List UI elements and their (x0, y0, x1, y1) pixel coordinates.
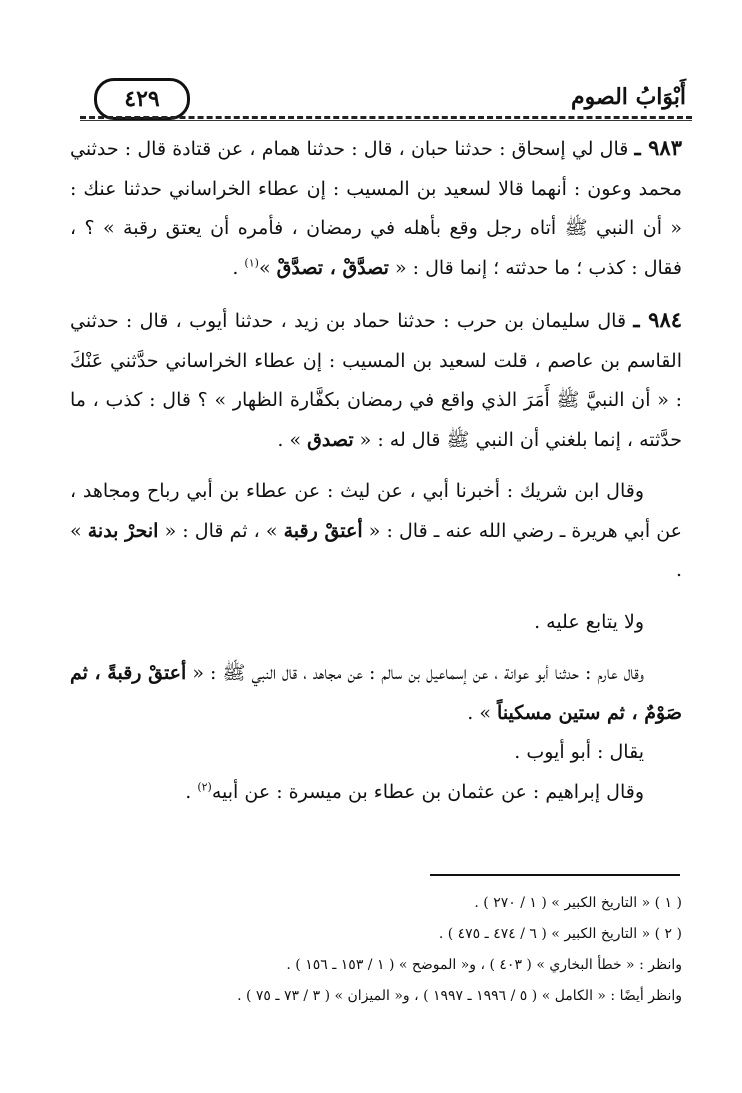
narration-text: وقال عارم : حدثنا أبو عوانة ، عن إسماعيل بن سالم : عن مجاهد ، قال النبي ﷺ : « (192, 662, 644, 684)
quote-close: » . (277, 428, 302, 451)
hadith-text: قال : حدثني محمد وعون : أنهما قالا لسعيد بن المسيب : إن عطاء الخراساني حدثنا عنك : « أن النبي ﷺ أتاه رجل وقع بأهله في رمضان ، فأمره أن يعتق رقبة » ؟ ، فقال : كذب ؛ ما حدثته ؛ إنما قال : « (70, 138, 682, 279)
narration-text: وقال إبراهيم : عن عثمان بن عطاء بن ميسرة : عن أبيه (211, 780, 644, 803)
paragraph-ibn-sharik (70, 472, 682, 591)
footnote-1: ( ١ ) « التاريخ الكبير » ( ١ / ٢٧٠ ) . (474, 895, 682, 911)
note-text: يقال : أبو أيوب . (514, 741, 644, 763)
paragraph-abu-ayyub (70, 733, 682, 773)
bold-quote: أعتقْ رقبة (283, 519, 363, 542)
narration-text-mid: » ، ثم قال : « (164, 519, 278, 542)
footnote-see: وانظر : « خطأ البخاري » ( ٤٠٣ ) ، و« الموضح » ( ١ / ١٥٣ ـ ١٥٦ ) . (286, 957, 682, 973)
footnote-ref-2[interactable]: (٢) (197, 780, 212, 794)
footnote-ref-1[interactable]: (١) (244, 256, 259, 270)
footnote-2: ( ٢ ) « التاريخ الكبير » ( ٦ / ٤٧٤ ـ ٤٧٥ ) . (438, 926, 682, 942)
hadith-983: ٩٨٣ ـ قال لي إسحاق : حدثنا حبان ، قال : حدثنا همام ، عن قتادة قال : حدثني محمد وعون : أنهما قالا لسعيد بن المسيب : إن عطاء الخراساني حدثنا عنك : « أن النبي ﷺ أتاه رجل وقع بأهله في رمضان ، فأمره أن يعتق رقبة » ؟ ، فقال : كذب ؛ ما حدثته ؛ إنما قال : « تصدَّقْ ، تصدَّقْ »$^{(١)}$ . (70, 135, 682, 279)
bold-quote: انحرْ بدنة (87, 519, 159, 542)
footnote-see-also: وانظر أيضًا : « الكامل » ( ٥ / ١٩٩٦ ـ ١٩٩٧ ) ، و« الميزان » ( ٣ / ٧٣ ـ ٧٥ ) . (237, 988, 682, 1004)
hadith-number: ٩٨٤ ـ (633, 307, 683, 332)
note-text: ولا يتابع عليه . (534, 610, 644, 633)
main-text (70, 128, 682, 812)
footnotes (120, 888, 682, 1012)
period: . (185, 780, 192, 803)
bold-quote: تصدَّقْ ، تصدَّقْ (276, 256, 389, 279)
hadith-number: ٩٨٣ ـ (634, 135, 682, 160)
header-rule (80, 116, 692, 119)
chapter-title: أَبْوَابُ الصوم (571, 84, 686, 110)
paragraph-arim (70, 654, 682, 733)
paragraph-ibrahim (70, 773, 682, 813)
bold-quote: تصدق (307, 428, 354, 451)
bold-quote: أعتقْ رقبةً ، ثم صَوْمٌ ، ثم ستين مسكيناً (70, 662, 682, 724)
running-header (80, 70, 692, 122)
isnad-line: قال لي إسحاق : حدثنا حبان ، قال : حدثنا همام ، عن قتادة (172, 138, 629, 160)
header-rule-thin (80, 120, 692, 121)
hadith-text: قال : حدثني القاسم بن عاصم ، قلت لسعيد بن المسيب : إن عطاء الخراساني حدَّثني عَنْكَ : « أن النبيَّ ﷺ أَمَرَ الذي واقع في رمضان بكفَّارة الظهار » ؟ قال : كذب ، ما حدَّثته ، إنما بلغني أن النبي ﷺ قال له : « (70, 310, 682, 451)
hadith-984 (70, 300, 682, 460)
paragraph-note (70, 603, 682, 643)
page-number: ٤٢٩ (94, 78, 190, 120)
footnote-separator (430, 874, 680, 876)
quote-close: » (258, 256, 271, 279)
quote-close: » . (70, 519, 682, 581)
narration-text: وقال ابن شريك : أخبرنا أبي ، عن ليث : عن عطاء بن أبي رباح ومجاهد ، عن أبي هريرة ـ رضي الله عنه ـ قال : « (70, 480, 682, 542)
isnad-line: قال سليمان بن حرب : حدثنا حماد بن زيد ، حدثنا أيوب ، (175, 310, 627, 332)
quote-close: » . (467, 701, 491, 724)
